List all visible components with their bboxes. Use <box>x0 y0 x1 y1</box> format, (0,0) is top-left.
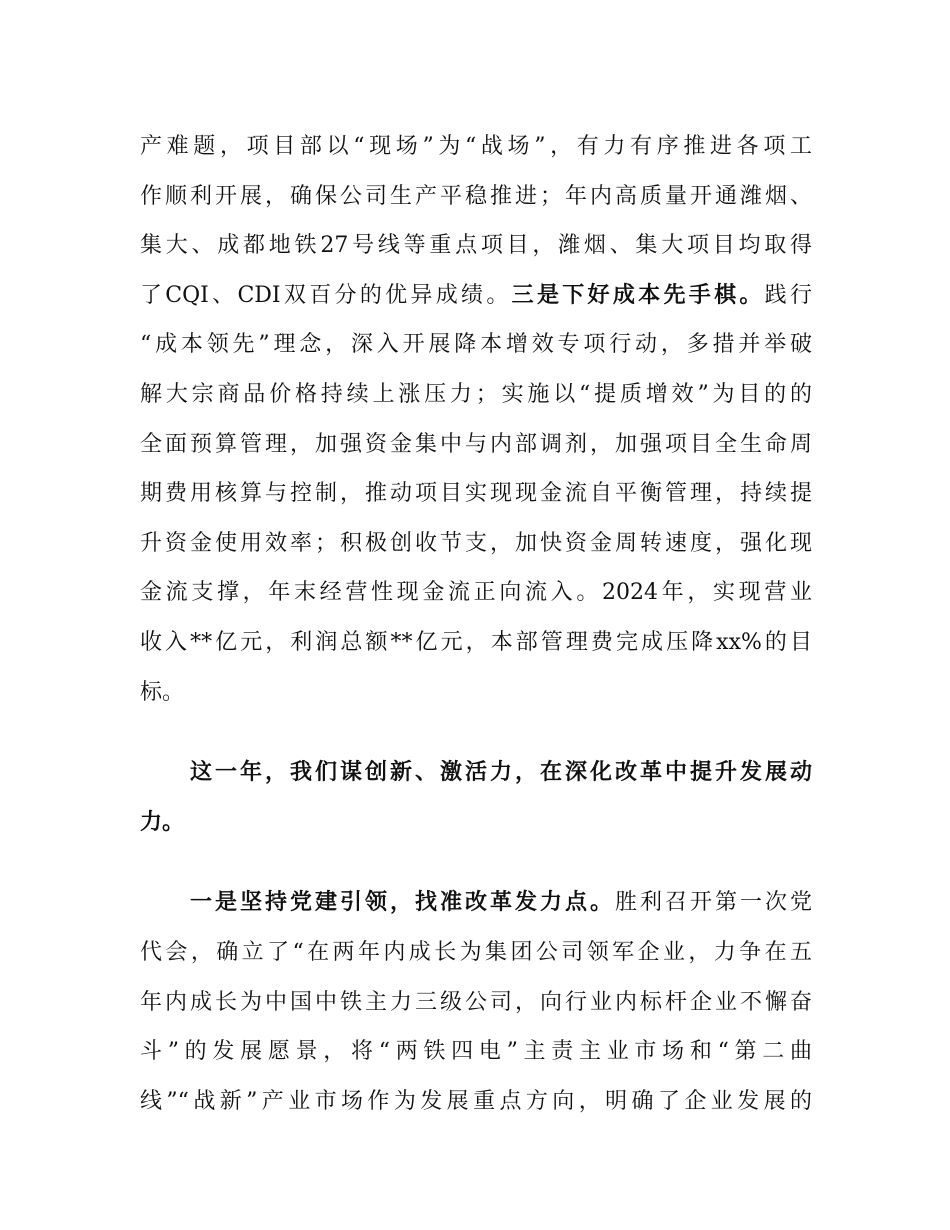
text-line: 金流支撑，年末经营性现金流正向流入。2024年，实现营业 <box>140 580 812 606</box>
text-line: 年内成长为中国中铁主力三级公司，向行业内标杆企业不懈奋 <box>140 989 812 1015</box>
text-line: 升资金使用效率；积极创收节支，加快资金周转速度，强化现 <box>140 530 812 556</box>
heading-line: 力。 <box>140 809 185 835</box>
text-line: 标。 <box>140 679 185 705</box>
text-line: 收入**亿元，利润总额**亿元，本部管理费完成压降xx%的目 <box>140 629 812 655</box>
text-line: 集大、成都地铁27号线等重点项目，潍烟、集大项目均取得 <box>140 233 812 259</box>
text-segment: 践行 <box>764 282 812 308</box>
text-line: 期费用核算与控制，推动项目实现现金流自平衡管理，持续提 <box>140 481 812 507</box>
text-line: 解大宗商品价格持续上涨压力；实施以“提质增效”为目的的 <box>140 381 812 407</box>
text-line: 全面预算管理，加强资金集中与内部调剂，加强项目全生命周 <box>140 431 812 457</box>
text-line: 线”“战新”产业市场作为发展重点方向，明确了企业发展的 <box>140 1088 812 1114</box>
text-line: 代会，确立了“在两年内成长为集团公司领军企业，力争在五 <box>140 939 812 965</box>
text-segment: 了CQI、CDI双百分的优异成绩。 <box>140 282 512 308</box>
paragraph-party-building <box>140 878 812 1126</box>
paragraph-spacer <box>140 847 812 878</box>
bold-heading-phrase: 三是下好成本先手棋。 <box>511 282 765 308</box>
text-line <box>140 271 812 321</box>
text-line: 产难题，项目部以“现场”为“战场”，有力有序推进各项工 <box>140 134 812 159</box>
paragraph-cost-leadership <box>140 122 812 717</box>
text-line: 作顺利开展，确保公司生产平稳推进；年内高质量开通潍烟、 <box>140 183 812 209</box>
text-line <box>140 878 812 928</box>
heading-line: 这一年，我们谋创新、激活力，在深化改革中提升发展动 <box>190 760 812 786</box>
paragraph-section-heading <box>140 748 812 847</box>
bold-heading-phrase: 一是坚持党建引领，找准改革发力点。 <box>190 890 615 916</box>
text-line: “成本领先”理念，深入开展降本增效专项行动，多措并举破 <box>140 332 812 358</box>
text-segment: 胜利召开第一次党 <box>614 890 812 916</box>
document-body <box>140 122 812 1126</box>
paragraph-spacer <box>140 717 812 748</box>
text-line: 斗”的发展愿景，将“两铁四电”主责主业市场和“第二曲 <box>140 1039 812 1065</box>
